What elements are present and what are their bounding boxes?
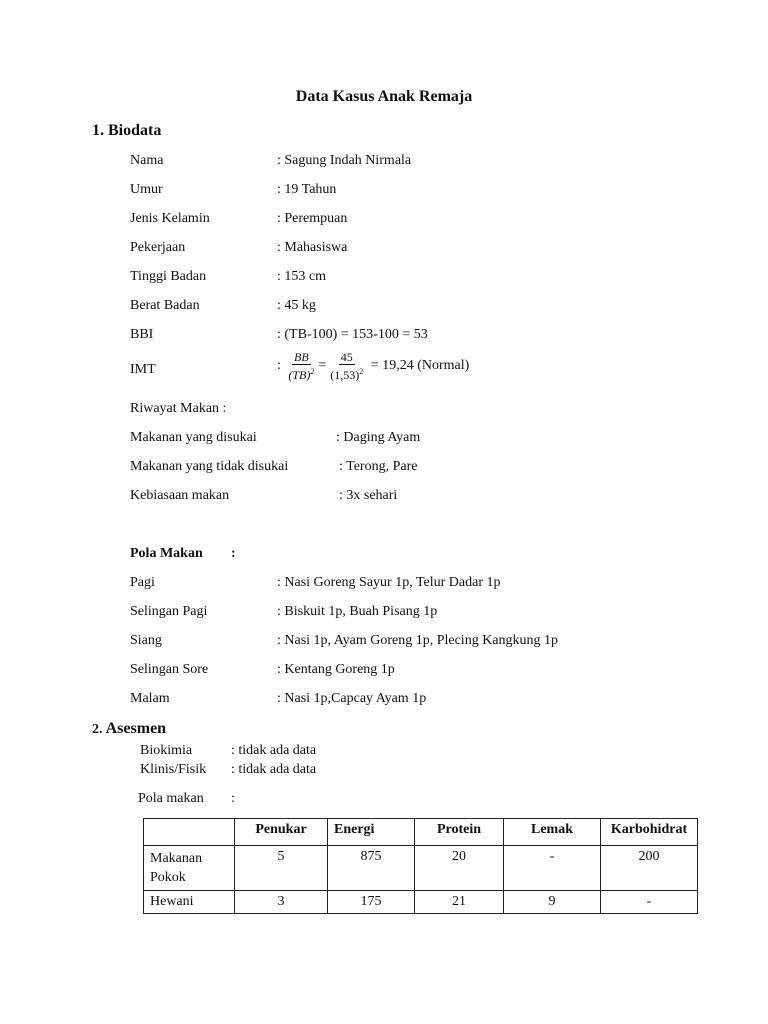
pola-makan-heading: Pola Makan [130,546,203,561]
table-cell: 20 [415,846,504,891]
imt-result: = 19,24 [370,358,414,374]
section-number: 2. [92,722,103,737]
pola-label-siang: Siang [130,633,162,648]
pola-makan-table-colon: : [231,791,235,806]
riwayat-value-disukai: : Daging Ayam [336,430,421,445]
imt-frac1-denominator [286,365,316,382]
table-header-cell: Energi [328,819,415,846]
table-cell: 875 [328,846,415,891]
table-cell: Makanan Pokok [144,846,235,891]
pola-label-malam: Malam [130,691,170,706]
riwayat-value-kebiasaan: : 3x sehari [339,488,398,503]
imt-note: (Normal) [417,358,470,374]
imt-fraction-1 [286,350,316,382]
biodata-value-pekerjaan: : Mahasiswa [277,240,348,255]
asesmen-value-klinis: : tidak ada data [231,762,317,777]
pola-value-pagi: : Nasi Goreng Sayur 1p, Telur Dadar 1p [277,575,501,590]
section-1-heading [92,122,161,140]
imt-frac2-numerator: 45 [340,350,353,364]
asesmen-value-biokimia: : tidak ada data [231,743,317,758]
riwayat-label-disukai: Makanan yang disukai [130,430,257,445]
biodata-value-tinggi: : 153 cm [277,269,326,284]
section-2-heading [92,720,166,738]
table-cell: - [601,891,698,914]
table-cell: 175 [328,891,415,914]
imt-label: IMT [130,362,156,377]
pola-makan-colon: : [231,546,236,561]
pola-value-siang: : Nasi 1p, Ayam Goreng 1p, Plecing Kangkung 1p [277,633,559,648]
biodata-label-berat: Berat Badan [130,298,200,313]
biodata-label-jenis-kelamin: Jenis Kelamin [130,211,210,226]
section-heading: Biodata [108,122,162,139]
table-header-cell: Lemak [504,819,601,846]
riwayat-value-tidak-disukai: : Terong, Pare [339,459,418,474]
biodata-label-tinggi: Tinggi Badan [130,269,207,284]
biodata-label-umur: Umur [130,182,163,197]
table-header-cell: Karbohidrat [601,819,698,846]
biodata-value-berat: : 45 kg [277,298,316,313]
table-cell: - [504,846,601,891]
table-cell: 3 [235,891,328,914]
table-header-row [144,819,698,846]
imt-frac2-den-text: (1,53) [330,368,360,382]
pola-label-selingan-pagi: Selingan Pagi [130,604,208,619]
riwayat-label-tidak-disukai: Makanan yang tidak disukai [130,459,289,474]
table-header-cell: Penukar [235,819,328,846]
riwayat-label-kebiasaan: Kebiasaan makan [130,488,230,503]
imt-frac2-denominator [328,365,365,382]
imt-equals: = [318,358,327,374]
pola-value-selingan-pagi: : Biskuit 1p, Buah Pisang 1p [277,604,438,619]
biodata-label-bbi: BBI [130,327,154,342]
biodata-value-bbi: : (TB-100) = 153-100 = 53 [277,327,428,342]
table-cell: 21 [415,891,504,914]
table-cell: 200 [601,846,698,891]
pola-label-selingan-sore: Selingan Sore [130,662,209,677]
biodata-label-pekerjaan: Pekerjaan [130,240,186,255]
pola-makan-table [143,818,698,914]
pola-value-malam: : Nasi 1p,Capcay Ayam 1p [277,691,427,706]
table-cell: 9 [504,891,601,914]
imt-frac1-den-text: (TB) [288,368,311,382]
page-title: Data Kasus Anak Remaja [295,88,473,105]
biodata-value-nama: : Sagung Indah Nirmala [277,153,412,168]
table-row [144,846,698,891]
table-row [144,891,698,914]
table-header-cell: Protein [415,819,504,846]
imt-colon: : [277,358,281,374]
pola-makan-table-label: Pola makan [138,791,204,806]
pola-value-selingan-sore: : Kentang Goreng 1p [277,662,395,677]
section-heading: Asesmen [105,720,167,737]
asesmen-label-biokimia: Biokimia [140,743,193,758]
imt-frac1-numerator: BB [294,350,309,364]
biodata-value-jenis-kelamin: : Perempuan [277,211,348,226]
asesmen-label-klinis: Klinis/Fisik [140,762,207,777]
biodata-value-umur: : 19 Tahun [277,182,337,197]
pola-label-pagi: Pagi [130,575,155,590]
table-header-cell [144,819,235,846]
biodata-label-nama: Nama [130,153,164,168]
imt-frac1-exponent: 2 [310,367,315,376]
imt-frac2-exponent: 2 [359,367,364,376]
riwayat-heading: Riwayat Makan : [130,401,227,416]
imt-fraction-2 [328,350,365,382]
table-cell: Hewani [144,891,235,914]
imt-formula [277,350,469,382]
table-cell: 5 [235,846,328,891]
section-number: 1. [92,122,104,139]
